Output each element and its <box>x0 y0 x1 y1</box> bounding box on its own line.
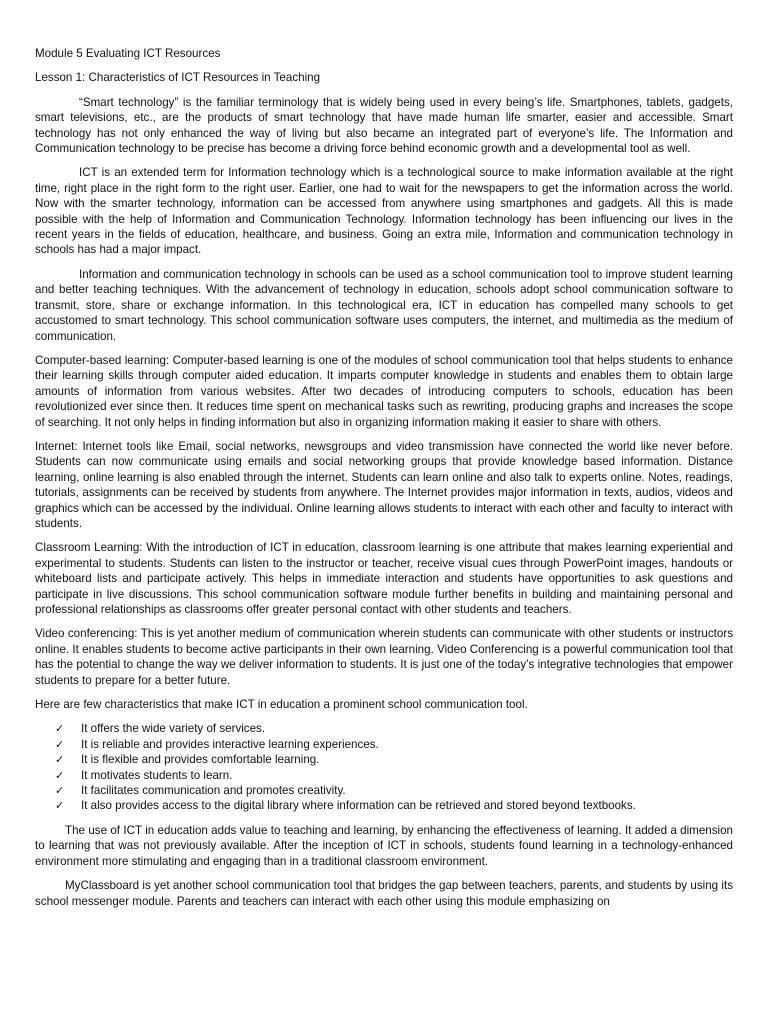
section-text: This is yet another medium of communication wherein students can communicate with other students or instructors online. It enables students to become active participants in their own learning. Video Conferencing is a powerful communication tool that has the potential to change the way we deliver information to students. It is just one of the today’s integrative technologies that empower students to prepare for a better future. <box>35 627 733 687</box>
list-item-text: It is reliable and provides interactive learning experiences. <box>81 737 379 751</box>
section-label: Internet: <box>35 439 78 453</box>
list-item-text: It offers the wide variety of services. <box>81 722 266 736</box>
section-text: With the introduction of ICT in education, classroom learning is one attribute that makes learning experiential and experimental to students. Students can listen to the instructor or teacher, receive visual cues through PowerPoint images, handouts or whiteboard lists and participate actively. This helps in immediate interaction and students have opportunities to ask questions and participate in live discussions. This school communication software module further benefits in building and maintaining personal and professional relationships as classrooms offer greater personal contact with other students and teachers. <box>35 541 733 616</box>
intro-paragraph-1: “Smart technology” is the familiar terminology that is widely being used in every being’s life. Smartphones, tablets, gadgets, smart televisions, etc., are the products of smart technology that have made human life smarter, easier and accessible. Smart technology has not only enhanced the way of living but also became an integrated part of everyone’s life. The Information and Communication technology to be precise has become a driving force behind economic growth and a developmental tool as well. <box>35 95 733 156</box>
list-item-text: It motivates students to learn. <box>81 768 233 782</box>
closing-paragraph-1: The use of ICT in education adds value to teaching and learning, by enhancing the effectiveness of learning. It added a dimension to learning that was not previously available. After the inception of ICT in schools, students found learning in a technology-enhanced environment more stimulating and engaging than in a traditional classroom environment. <box>35 823 733 868</box>
checkmark-icon: ✓ <box>55 753 65 767</box>
list-item-text: It facilitates communication and promotes creativity. <box>81 784 346 798</box>
list-item <box>35 768 733 783</box>
list-item <box>35 783 733 798</box>
lesson-title: Lesson 1: Characteristics of ICT Resources in Teaching <box>35 71 321 85</box>
section-label: Video conferencing: <box>35 627 138 641</box>
intro-paragraph-3: Information and communication technology in schools can be used as a school communication tool to improve student learning and better teaching techniques. With the advancement of technology in education, schools adopt school communication software to transmit, store, share or exchange information. In this technological era, ICT in education has compelled many schools to get accustomed to smart technology. This school communication software uses computers, the internet, and multimedia as the medium of communication. <box>35 267 733 343</box>
list-item-text: It also provides access to the digital library where information can be retrieved and stored beyond textbooks. <box>81 799 636 813</box>
section-internet <box>35 439 733 531</box>
section-label: Classroom Learning: <box>35 541 143 555</box>
document-page <box>35 46 733 918</box>
section-classroom-learning <box>35 540 733 617</box>
checkmark-icon: ✓ <box>55 784 65 798</box>
list-item <box>35 721 733 736</box>
checkmark-icon: ✓ <box>55 737 65 751</box>
closing-paragraph-2: MyClassboard is yet another school communication tool that bridges the gap between teachers, parents, and students by using its school messenger module. Parents and teachers can interact with each other using this module emphasizing on <box>35 879 733 908</box>
section-text: Computer-based learning is one of the modules of school communication tool that helps students to enhance their learning skills through computer aided education. It imparts computer knowledge in students and enables them to obtain large amounts of information from various websites. After two decades of introducing computers to schools, education has been revolutionized ever since then. It reduces time spent on mechanical tasks such as rewriting, producing graphs and increases the scope of searching. It not only helps in finding information but also in organizing information making it easier to share with others. <box>35 353 733 429</box>
intro-paragraph-2: ICT is an extended term for Information technology which is a technological source to make information available at the right time, right place in the right form to the right user. Earlier, one had to wait for the newspapers to get the information across the world. Now with the smarter technology, information can be accessed from anywhere using smartphones and gadgets. All this is made possible with the help of Information and Communication Technology. Information technology has been influencing our lives in the recent years in the fields of education, healthcare, and business. Going an extra mile, Information and communication technology in schools has had a major impact. <box>35 166 733 257</box>
list-intro: Here are few characteristics that make ICT in education a prominent school communication tool. <box>35 698 528 712</box>
module-title: Module 5 Evaluating ICT Resources <box>35 47 221 60</box>
section-label: Computer-based learning: <box>35 353 170 367</box>
checkmark-icon: ✓ <box>55 722 65 736</box>
checkmark-icon: ✓ <box>55 768 65 782</box>
list-item-text: It is flexible and provides comfortable learning. <box>81 753 320 767</box>
characteristics-list <box>35 721 733 813</box>
section-video-conferencing <box>35 626 733 688</box>
checkmark-icon: ✓ <box>55 799 65 813</box>
section-text: Internet tools like Email, social networks, newsgroups and video transmission have connected the world like never before. Students can now communicate using emails and social networking groups that provide knowledge based information. Distance learning, online learning is also enabled through the internet. Students can learn online and also talk to experts online. Notes, readings, tutorials, assignments can be received by students from anywhere. The Internet provides major information in texts, audios, videos and graphics which can be accessed by the individual. Online learning allows students to interact with each other and faculty to interact with students. <box>35 439 733 530</box>
list-item <box>35 737 733 752</box>
section-computer-based-learning <box>35 353 733 430</box>
list-item <box>35 752 733 767</box>
list-item <box>35 798 733 813</box>
